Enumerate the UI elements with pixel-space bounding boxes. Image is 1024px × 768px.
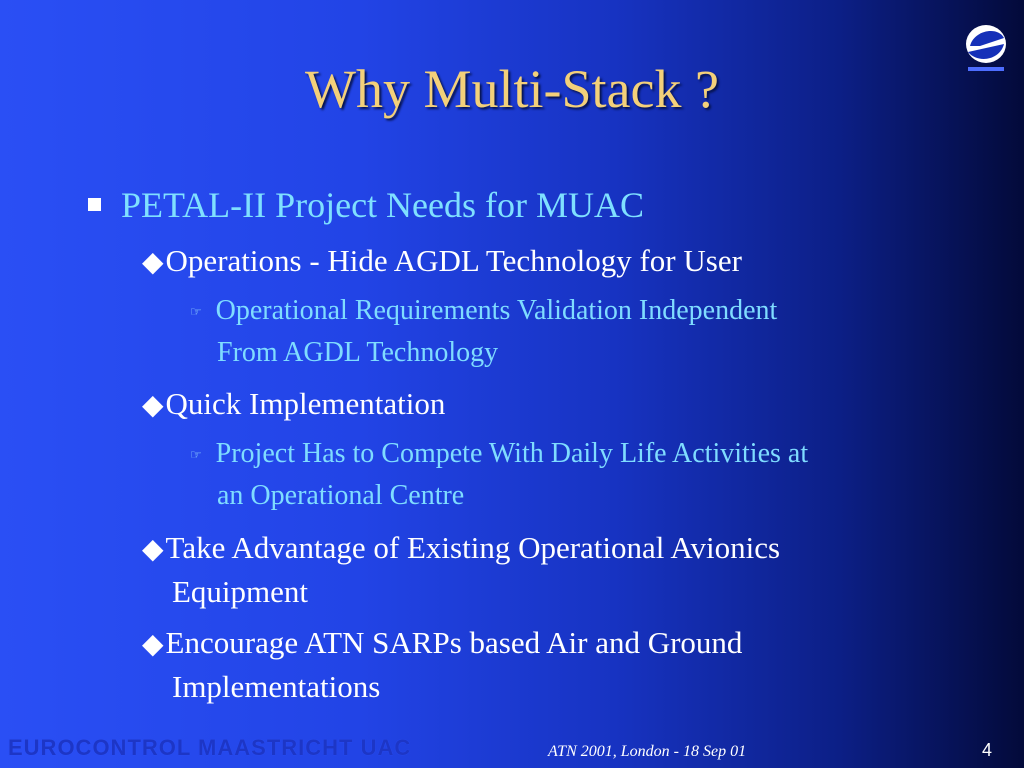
detail-bullet-text: Operational Requirements Validation Independent: [215, 295, 778, 326]
slide-title: Why Multi-Stack ?: [305, 59, 719, 119]
sub-bullet-atn-sarps: [142, 622, 932, 708]
sub-bullet-avionics: [142, 527, 932, 613]
detail-bullet-operations: [190, 290, 950, 373]
pointing-hand-icon: ☞: [190, 304, 202, 319]
sub-bullet-quick-implementation: [142, 383, 932, 427]
main-bullet: [88, 184, 644, 226]
main-bullet-text: PETAL-II Project Needs for MUAC: [121, 185, 645, 225]
diamond-bullet-icon: ◆: [142, 534, 164, 565]
sub-bullet-text: Operations - Hide AGDL Technology for User: [165, 243, 742, 278]
sub-bullet-text: Encourage ATN SARPs based Air and Ground: [165, 625, 743, 660]
footer-organization: EUROCONTROL MAASTRICHT UAC: [8, 735, 412, 760]
diamond-bullet-icon: ◆: [142, 629, 164, 660]
square-bullet-icon: [88, 198, 101, 211]
sub-bullet-text: Take Advantage of Existing Operational Avionics: [165, 530, 781, 565]
eurocontrol-logo-icon: [958, 20, 1014, 78]
diamond-bullet-icon: ◆: [142, 390, 164, 421]
detail-bullet-text: Project Has to Compete With Daily Life Activities at: [215, 438, 809, 469]
sub-bullet-text-cont: Implementations: [172, 669, 381, 704]
diamond-bullet-icon: ◆: [142, 247, 164, 278]
sub-bullet-text-cont: Equipment: [172, 574, 309, 609]
pointing-hand-icon: ☞: [190, 447, 202, 462]
detail-bullet-text-cont: an Operational Centre: [217, 480, 465, 511]
page-number: 4: [982, 740, 993, 760]
footer-event: ATN 2001, London - 18 Sep 01: [548, 743, 747, 760]
sub-bullet-operations: [142, 240, 932, 284]
detail-bullet-quick-implementation: [190, 433, 950, 516]
sub-bullet-text: Quick Implementation: [165, 386, 446, 421]
detail-bullet-text-cont: From AGDL Technology: [217, 337, 499, 368]
